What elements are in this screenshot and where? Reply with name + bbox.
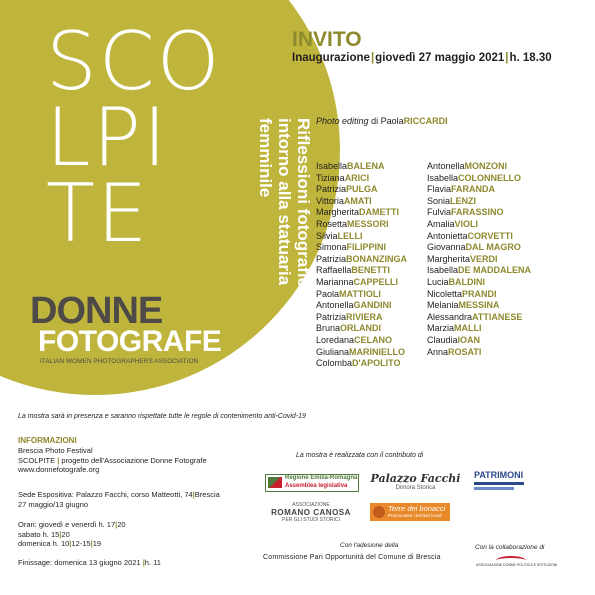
first-name: Tiziana <box>316 172 345 183</box>
photographer-name <box>316 242 407 254</box>
first-name: Fulvia <box>427 207 452 218</box>
separator: | <box>57 455 60 465</box>
collab-org-name: ASSOCIAZIONE DONNE POLITICA E ISTITUZIONI <box>476 563 558 567</box>
last-name: BENETTI <box>351 265 390 276</box>
separator: | <box>59 529 62 539</box>
photographers-list-right <box>427 161 531 358</box>
last-name: PULGA <box>346 184 378 195</box>
photo-editing-by: di <box>371 116 379 126</box>
last-name: ROSATI <box>448 346 482 357</box>
photographer-name <box>427 265 531 277</box>
last-name: FARASSINO <box>451 207 504 218</box>
hours-thu-fri <box>18 520 126 530</box>
subtitle-line-3: femminile <box>256 118 275 198</box>
photographer-name <box>427 300 531 312</box>
hours-sun-open: domenica h. 10 <box>18 539 70 548</box>
hours-sun-mid: 12-15 <box>71 539 91 548</box>
venue-city: Brescia <box>194 490 220 499</box>
last-name: BONANZINGA <box>346 253 408 264</box>
title-line-3: TE <box>46 167 150 260</box>
contribution-note: La mostra è realizzata con il contributo di <box>296 452 424 459</box>
last-name: BALENA <box>347 161 385 171</box>
romano-assoc: ASSOCIAZIONE <box>292 502 330 508</box>
separator: | <box>69 539 72 548</box>
first-name: Sonia <box>427 195 451 206</box>
first-name: Paola <box>316 288 340 299</box>
palazzo-facchi-logo <box>368 472 463 491</box>
invito-heading: INVITO <box>292 28 362 51</box>
photographer-name <box>427 231 531 243</box>
palazzo-subtitle: Dimora Storica <box>395 485 436 491</box>
photographer-name <box>316 161 407 173</box>
brand-logo-subtitle: ITALIAN WOMEN PHOTOGRAPHERS ASSOCIATION <box>40 358 199 365</box>
last-name: MALLI <box>454 323 482 334</box>
separator: | <box>115 520 118 529</box>
terre-icon <box>373 506 385 518</box>
finissage-date: Finissage: domenica 13 giugno 2021 <box>18 558 141 567</box>
photographer-name <box>316 312 407 324</box>
first-name: Lucia <box>427 276 449 287</box>
first-name: Vittoria <box>316 195 344 206</box>
romano-canosa-logo <box>265 502 357 523</box>
first-name: Loredana <box>316 334 355 345</box>
photographer-name <box>316 289 407 301</box>
first-name: Margherita <box>427 253 471 264</box>
photographer-name <box>427 289 531 301</box>
last-name: COLONNELLO <box>458 172 522 183</box>
venue-address: Sede Espositiva: Palazzo Facchi, corso Matteotti, 74 <box>18 490 193 499</box>
last-name: MATTIOLI <box>339 288 381 299</box>
photographer-name <box>316 219 407 231</box>
last-name: GANDINI <box>353 300 392 311</box>
first-name: Raffaella <box>316 265 352 276</box>
inauguration-line <box>292 52 552 64</box>
regione-logo <box>265 474 359 492</box>
last-name: MESSINA <box>458 300 500 311</box>
last-name: MESSORI <box>347 218 389 229</box>
photographer-name <box>316 277 407 289</box>
patrimoni-bar <box>474 487 514 490</box>
last-name: FARANDA <box>451 184 496 195</box>
first-name: Silvia <box>316 230 338 241</box>
last-name: IOAN <box>457 334 481 345</box>
first-name: Isabella <box>427 265 459 276</box>
photographer-name <box>316 184 407 196</box>
photographer-name <box>427 219 531 231</box>
hours-sun-close: 19 <box>92 539 102 548</box>
last-name: VERDI <box>470 253 498 264</box>
info-venue <box>18 490 220 509</box>
first-name: Isabella <box>427 172 459 183</box>
first-name: Antonella <box>316 300 354 311</box>
first-name: Nicoletta <box>427 288 463 299</box>
first-name: Marzia <box>427 323 455 334</box>
photographer-name <box>427 173 531 185</box>
last-name: DAL MAGRO <box>465 242 521 253</box>
info-heading: INFORMAZIONI <box>18 436 77 445</box>
first-name: Bruna <box>316 323 341 334</box>
first-name: Giovanna <box>427 242 466 253</box>
last-name: ATTIANESE <box>472 311 523 322</box>
first-name: Isabella <box>316 161 348 171</box>
first-name: Margherita <box>316 207 360 218</box>
hours-sat <box>18 530 126 540</box>
regione-assembly: Assemblea legislativa <box>285 483 348 489</box>
last-name: ARICI <box>344 172 370 183</box>
last-name: CORVETTI <box>467 230 513 241</box>
photo-editing-last: RICCARDI <box>403 116 448 126</box>
covid-note: La mostra sarà in presenza e saranno rispettate tutte le regole di contenimento anti-Covid-19 <box>18 413 306 420</box>
photographer-name <box>427 335 531 347</box>
photographer-name <box>427 207 531 219</box>
first-name: Alessandra <box>427 311 473 322</box>
photographer-name <box>427 323 531 335</box>
first-name: Patrizia <box>316 253 347 264</box>
last-name: AMATI <box>343 195 372 206</box>
last-name: MARINIELLO <box>349 346 406 357</box>
photographers-list-left <box>316 161 407 370</box>
last-name: DAMETTI <box>359 207 400 218</box>
photographer-name <box>316 207 407 219</box>
photographer-name <box>316 347 407 359</box>
photographer-name <box>316 231 407 243</box>
last-name: RIVIERA <box>346 311 383 322</box>
first-name: Anna <box>427 346 449 357</box>
terre-logo <box>370 503 450 521</box>
separator: | <box>505 52 509 64</box>
last-name: ORLANDI <box>340 323 382 334</box>
last-name: DE MADDALENA <box>458 265 532 276</box>
separator: | <box>370 52 375 64</box>
finissage-time: h. 11 <box>144 558 161 567</box>
photo-editing-label: Photo editing <box>316 116 369 126</box>
photographer-name <box>316 265 407 277</box>
first-name: Simona <box>316 242 347 253</box>
title-line-2: LPI <box>46 91 169 184</box>
subtitle-line-1: Riflessioni fotografiche <box>294 118 313 307</box>
separator: | <box>90 539 93 548</box>
photographer-name <box>427 161 531 173</box>
inauguration-date: giovedì 27 maggio 2021 <box>375 52 505 64</box>
project-name: SCOLPITE <box>18 455 56 465</box>
first-name: Antonietta <box>427 230 468 241</box>
title-line-1: SCO <box>46 15 222 108</box>
brand-logo-line-2: FOTOGRAFE <box>38 325 222 358</box>
first-name: Colomba <box>316 358 353 369</box>
last-name: CAPPELLI <box>353 276 399 287</box>
regione-name: Regione Emilia-Romagna <box>285 475 358 481</box>
first-name: Marianna <box>316 276 354 287</box>
info-project <box>18 446 207 475</box>
last-name: VIOLI <box>454 218 479 229</box>
info-period: 27 maggio/13 giugno <box>18 499 89 509</box>
first-name: Antonella <box>427 161 465 171</box>
romano-subtitle: PER GLI STUDI STORICI <box>282 517 340 523</box>
photographer-name <box>427 242 531 254</box>
commissione-name: Commissione Pari Opportunità del Comune di Brescia <box>263 554 441 561</box>
first-name: Giuliana <box>316 346 350 357</box>
photographer-name <box>427 347 531 359</box>
separator: | <box>192 490 195 499</box>
patrimoni-bar <box>474 482 524 485</box>
photographer-name <box>316 254 407 266</box>
photo-editing-credit <box>316 116 448 126</box>
first-name: Flavia <box>427 184 452 195</box>
last-name: MONZONI <box>464 161 508 171</box>
vertical-subtitle <box>233 118 313 307</box>
info-festival: Brescia Photo Festival <box>18 446 93 455</box>
photographer-name <box>316 173 407 185</box>
last-name: BALDINI <box>448 276 486 287</box>
info-hours <box>18 520 126 549</box>
last-name: LELLI <box>337 230 363 241</box>
photo-editing-first: Paola <box>380 116 404 126</box>
patrimoni-logo <box>474 470 524 496</box>
palazzo-name: Palazzo Facchi <box>370 472 461 485</box>
first-name: Claudia <box>427 334 458 345</box>
first-name: Amalia <box>427 218 455 229</box>
separator: | <box>142 558 145 567</box>
patrimoni-name: PATRIMONI <box>474 470 524 480</box>
adesione-note: Con l'adesione della <box>340 542 399 549</box>
photographer-name <box>427 312 531 324</box>
hours-thu-fri-close: 20 <box>117 520 126 529</box>
photographer-name <box>427 196 531 208</box>
subtitle-line-2: intorno alla statuaria <box>275 118 294 286</box>
project-desc: progetto dell'Associazione Donne Fotografe <box>61 455 207 465</box>
first-name: Patrizia <box>316 184 347 195</box>
photographer-name <box>316 358 407 370</box>
terre-subtitle: Promuovere i territori locali <box>388 513 442 518</box>
info-website: www.donnefotografe.org <box>18 465 100 474</box>
photographer-name <box>316 196 407 208</box>
hours-sun <box>18 539 126 549</box>
first-name: Rosetta <box>316 218 348 229</box>
last-name: CELANO <box>354 334 393 345</box>
brand-logo-line-1: DONNE <box>30 290 163 332</box>
info-venue-line <box>18 490 220 500</box>
terre-name: Terre dei bonacci <box>388 504 446 513</box>
photographer-name <box>316 323 407 335</box>
collaboration-note: Con la collaborazione di <box>475 544 545 551</box>
regione-flag-icon <box>268 477 282 488</box>
photographer-name <box>427 277 531 289</box>
photographer-name <box>316 335 407 347</box>
hours-sat-open: sabato h. 15 <box>18 529 60 539</box>
inauguration-label: Inaugurazione <box>292 52 370 64</box>
hours-thu-fri-open: Orari: giovedì e venerdì h. 17 <box>18 520 116 529</box>
first-name: Melania <box>427 300 459 311</box>
last-name: LENZI <box>450 195 477 206</box>
hours-sat-close: 20 <box>61 529 70 539</box>
last-name: PRANDI <box>462 288 497 299</box>
photographer-name <box>427 254 531 266</box>
photographer-name <box>316 300 407 312</box>
romano-name: ROMANO CANOSA <box>271 508 351 517</box>
collab-logo <box>476 556 558 570</box>
first-name: Patrizia <box>316 311 347 322</box>
photographer-name <box>427 184 531 196</box>
inauguration-time: h. 18.30 <box>509 52 552 64</box>
info-project-line <box>18 456 207 466</box>
last-name: D'APOLITO <box>352 358 401 369</box>
info-finissage <box>18 558 161 568</box>
last-name: FILIPPINI <box>346 242 387 253</box>
